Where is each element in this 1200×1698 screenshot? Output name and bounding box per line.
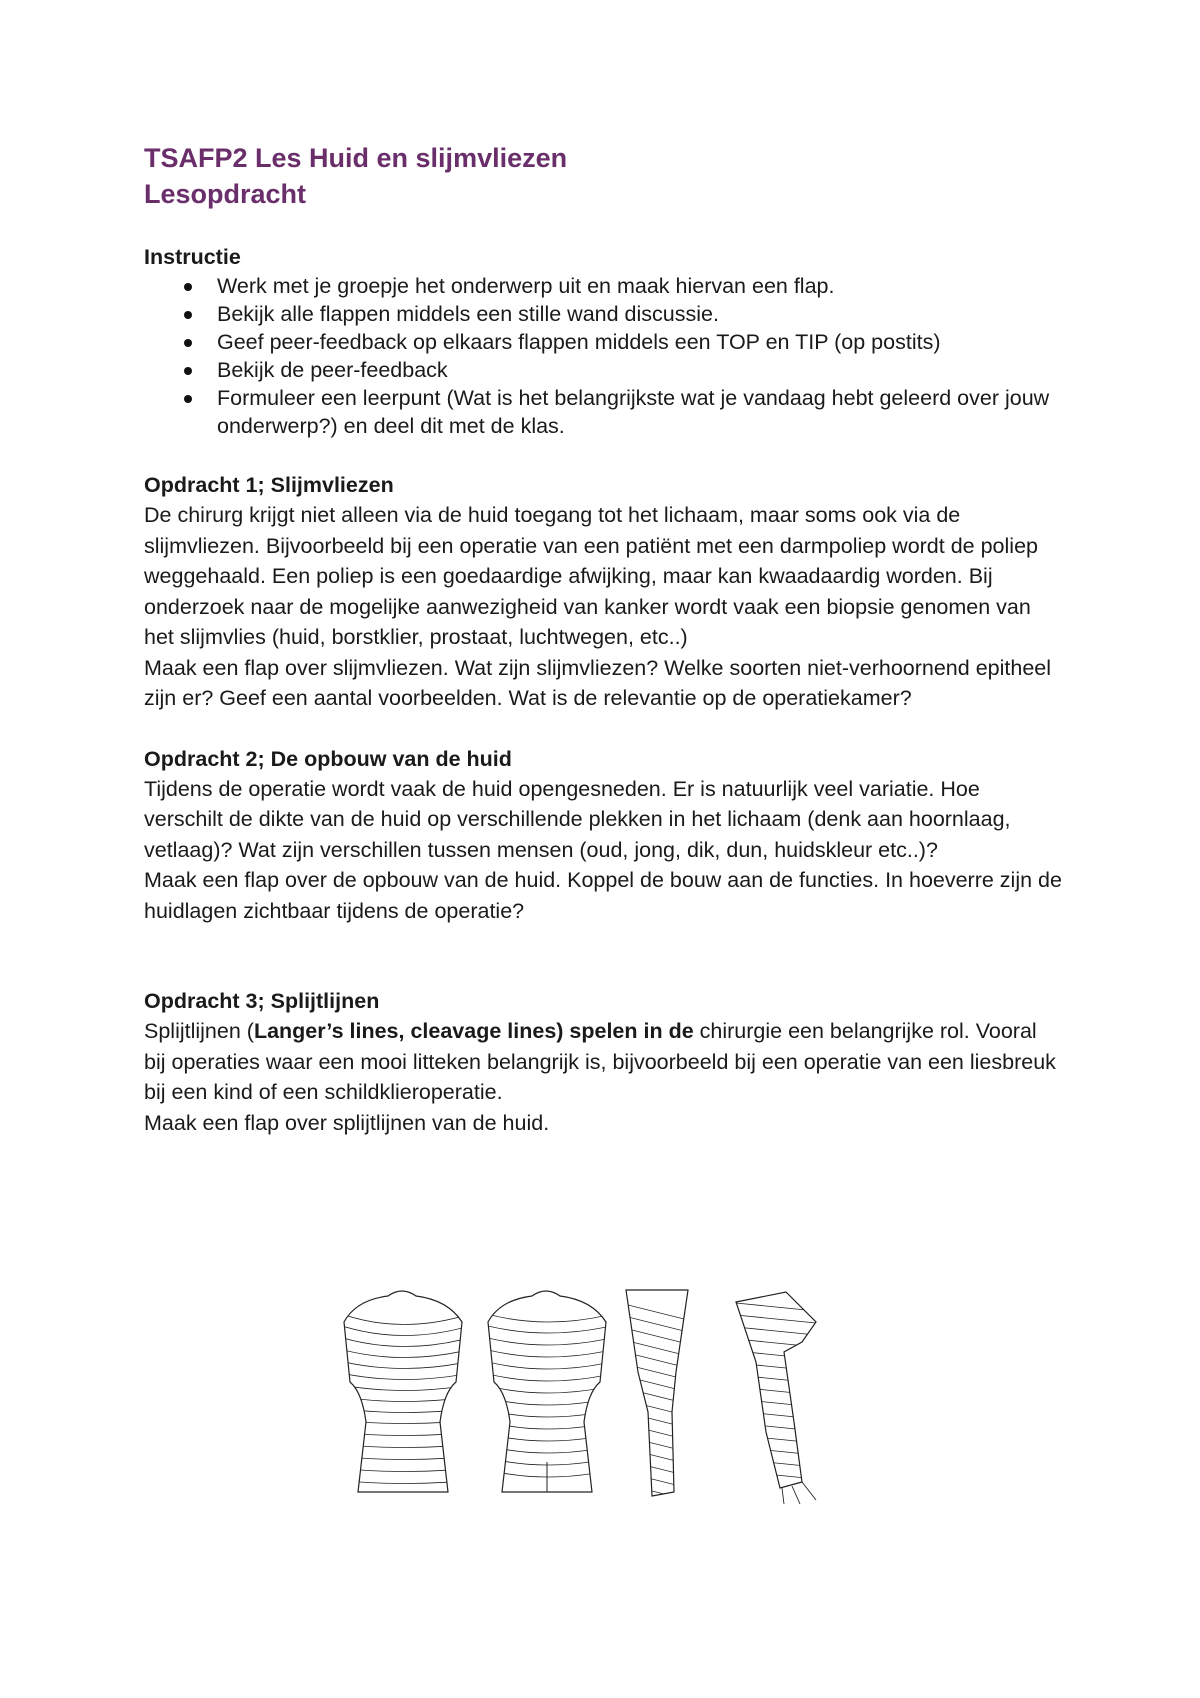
document-title: TSAFP2 Les Huid en slijmvliezen: [144, 143, 568, 173]
opdracht2-assignment: Maak een flap over de opbouw van de huid. Koppel de bouw aan de functies. In hoeverre zijn de huidlagen zichtbaar tijdens de operatie?: [144, 868, 1062, 923]
opdracht1-paragraph: De chirurg krijgt niet alleen via de huid toegang tot het lichaam, maar soms ook via de slijmvliezen. Bijvoorbeeld bij een operatie van een patiënt met een darmpoliep wordt de poliep weggehaald. Een poliep is een goedaardige afwijking, maar kan kwaadaardig worden. Bij onderzoek naar de mogelijke aanwezigheid van kanker wordt vaak een biopsie genomen van het slijmvlies (huid, borstklier, prostaat, luchtwegen, etc..): [144, 503, 1038, 649]
opdracht3-heading: Opdracht 3; Splijtlijnen: [144, 989, 380, 1013]
list-item: Geef peer-feedback op elkaars flappen middels een TOP en TIP (op postits): [144, 328, 1064, 356]
opdracht2-paragraph: Tijdens de operatie wordt vaak de huid opengesneden. Er is natuurlijk veel variatie. Hoe verschilt de dikte van de huid op verschillende plekken in het lichaam (denk aan hoornlaag, vetlaag)? Wat zijn verschillen tussen mensen (oud, jong, dik, dun, huidskleur etc..)?: [144, 776, 1011, 862]
opdracht1-section: [144, 470, 1064, 714]
opdracht3-bold-text: Langer’s lines, cleavage lines) spelen in de: [253, 1019, 694, 1043]
bullet-icon: [184, 395, 192, 403]
bullet-icon: [184, 367, 192, 375]
opdracht2-heading: Opdracht 2; De opbouw van de huid: [144, 746, 512, 771]
opdracht3-section: [144, 986, 1064, 1138]
list-item: Bekijk alle flappen middels een stille wand discussie.: [144, 300, 1064, 328]
arm: [726, 1292, 826, 1504]
front-torso: [336, 1291, 476, 1492]
opdracht3-paragraph: Splijtlijnen (Langer’s lines, cleavage lines) spelen in de chirurgie een belangrijke rol. Vooral bij operaties waar een mooi litteken belangrijk is, bijvoorbeeld bij een operatie van een liesbreuk bij een kind of een schildklieroperatie.: [144, 1019, 1056, 1104]
instructie-list: [144, 272, 1064, 440]
opdracht1-heading: Opdracht 1; Slijmvliezen: [144, 473, 394, 497]
list-item: Bekijk de peer-feedback: [144, 356, 1064, 384]
instructie-heading: Instructie: [144, 245, 241, 269]
bullet-icon: [184, 283, 192, 291]
instructie-section: [144, 242, 1064, 440]
document-subtitle: Lesopdracht: [144, 179, 307, 209]
document-page: [144, 140, 1064, 1138]
back-torso: [480, 1291, 620, 1492]
bullet-icon: [184, 339, 192, 347]
langer-lines-icon: [316, 1282, 900, 1507]
opdracht2-section: [144, 744, 1064, 927]
opdracht3-assignment: Maak een flap over splijtlijnen van de huid.: [144, 1110, 550, 1135]
bullet-icon: [184, 311, 192, 319]
opdracht1-assignment: Maak een flap over slijmvliezen. Wat zijn slijmvliezen? Welke soorten niet-verhoornend epitheel zijn er? Geef een aantal voorbeelden. Wat is de relevantie op de operatiekamer?: [144, 655, 1052, 710]
list-item: Werk met je groepje het onderwerp uit en maak hiervan een flap.: [144, 272, 1064, 300]
list-item: Formuleer een leerpunt (Wat is het belangrijkste wat je vandaag hebt geleerd over jouw onderwerp?) en deel dit met de klas.: [144, 384, 1064, 440]
leg: [616, 1290, 696, 1502]
langer-lines-illustration: [316, 1282, 900, 1507]
